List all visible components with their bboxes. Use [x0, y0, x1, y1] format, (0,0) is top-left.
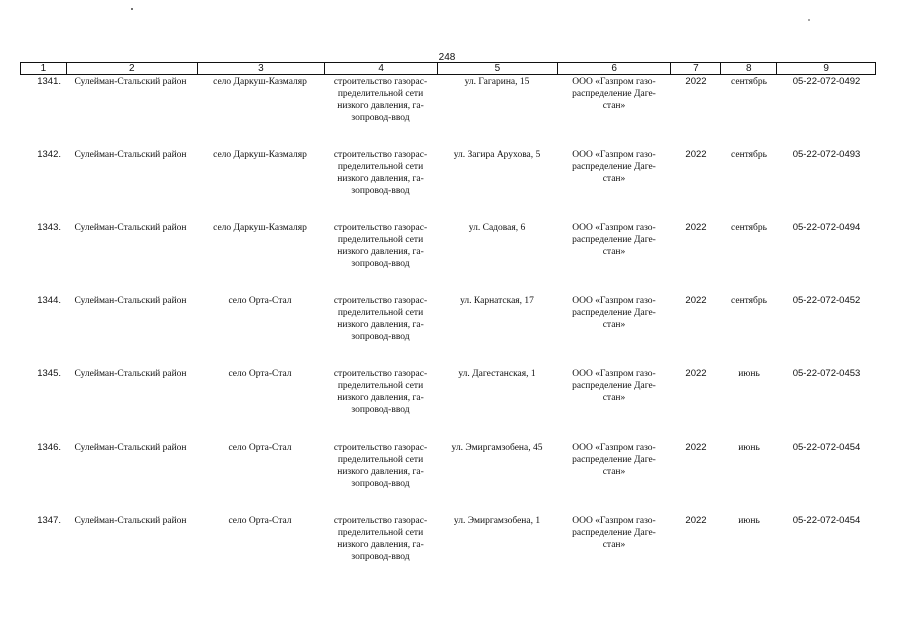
settlement-cell: село Орта-Стал [228, 296, 292, 306]
column-number: 8 [720, 63, 776, 74]
district-cell: Сулейман-Стальский район [74, 369, 187, 379]
year-cell: 2022 [685, 515, 707, 526]
organization-cell: ООО «Газпром газо-распределение Даге-стан» [572, 369, 656, 403]
row-number: 1346. [37, 442, 61, 453]
table-row [20, 222, 876, 270]
month-cell: июнь [738, 516, 760, 526]
settlement-cell: село Орта-Стал [228, 516, 292, 526]
table-row [20, 515, 876, 563]
settlement-cell: село Даркуш-Казмаляр [213, 150, 307, 160]
work-cell: строительство газорас-пределительной сети низкого давления, га-зопровод-ввод [333, 77, 428, 123]
year-cell: 2022 [685, 442, 707, 453]
column-number: 2 [66, 63, 197, 74]
row-number: 1345. [37, 368, 61, 379]
row-number: 1341. [37, 76, 61, 87]
month-cell: сентябрь [731, 77, 767, 87]
organization-cell: ООО «Газпром газо-распределение Даге-стан» [572, 150, 656, 184]
year-cell: 2022 [685, 222, 707, 233]
settlement-cell: село Орта-Стал [228, 369, 292, 379]
column-number: 5 [437, 63, 557, 74]
code-cell: 05-22-072-0454 [792, 515, 861, 526]
address-cell: ул. Гагарина, 15 [464, 77, 530, 87]
code-cell: 05-22-072-0492 [792, 76, 861, 87]
table-row [20, 295, 876, 343]
table-row [20, 149, 876, 197]
column-number: 6 [557, 63, 671, 74]
month-cell: сентябрь [731, 296, 767, 306]
organization-cell: ООО «Газпром газо-распределение Даге-стан» [572, 296, 656, 330]
column-number: 1 [40, 63, 47, 74]
row-number: 1344. [37, 295, 61, 306]
settlement-cell: село Даркуш-Казмаляр [213, 223, 307, 233]
work-cell: строительство газорас-пределительной сети низкого давления, га-зопровод-ввод [333, 443, 428, 489]
code-cell: 05-22-072-0493 [792, 149, 861, 160]
work-cell: строительство газорас-пределительной сети низкого давления, га-зопровод-ввод [333, 150, 428, 196]
address-cell: ул. Загира Арухова, 5 [453, 150, 541, 160]
district-cell: Сулейман-Стальский район [74, 77, 187, 87]
work-cell: строительство газорас-пределительной сети низкого давления, га-зопровод-ввод [333, 223, 428, 269]
month-cell: июнь [738, 369, 760, 379]
column-number-header [20, 62, 876, 75]
organization-cell: ООО «Газпром газо-распределение Даге-стан» [572, 223, 656, 257]
organization-cell: ООО «Газпром газо-распределение Даге-стан» [572, 516, 656, 550]
year-cell: 2022 [685, 295, 707, 306]
settlement-cell: село Даркуш-Казмаляр [213, 77, 307, 87]
address-cell: ул. Карнатская, 17 [460, 296, 534, 306]
month-cell: июнь [738, 443, 760, 453]
code-cell: 05-22-072-0494 [792, 222, 861, 233]
code-cell: 05-22-072-0452 [792, 295, 861, 306]
district-cell: Сулейман-Стальский район [74, 516, 187, 526]
month-cell: сентябрь [731, 223, 767, 233]
year-cell: 2022 [685, 368, 707, 379]
code-cell: 05-22-072-0454 [792, 442, 861, 453]
organization-cell: ООО «Газпром газо-распределение Даге-стан» [572, 77, 656, 111]
column-number: 9 [776, 63, 875, 74]
address-cell: ул. Эмиргамзобена, 45 [451, 443, 543, 453]
row-number: 1343. [37, 222, 61, 233]
column-number: 7 [670, 63, 720, 74]
work-cell: строительство газорас-пределительной сети низкого давления, га-зопровод-ввод [333, 369, 428, 415]
code-cell: 05-22-072-0453 [792, 368, 861, 379]
table-row [20, 76, 876, 124]
district-cell: Сулейман-Стальский район [74, 223, 187, 233]
address-cell: ул. Эмиргамзобена, 1 [453, 516, 541, 526]
district-cell: Сулейман-Стальский район [74, 150, 187, 160]
table-row [20, 442, 876, 490]
row-number: 1347. [37, 515, 61, 526]
row-number: 1342. [37, 149, 61, 160]
table-row [20, 368, 876, 416]
scan-speck [808, 19, 810, 21]
work-cell: строительство газорас-пределительной сети низкого давления, га-зопровод-ввод [333, 296, 428, 342]
column-number: 3 [197, 63, 325, 74]
page-number: 248 [438, 52, 456, 63]
address-cell: ул. Дагестанская, 1 [458, 369, 536, 379]
column-number: 4 [324, 63, 437, 74]
work-cell: строительство газорас-пределительной сети низкого давления, га-зопровод-ввод [333, 516, 428, 562]
year-cell: 2022 [685, 149, 707, 160]
scan-speck [131, 8, 133, 10]
organization-cell: ООО «Газпром газо-распределение Даге-стан» [572, 443, 656, 477]
address-cell: ул. Садовая, 6 [468, 223, 526, 233]
settlement-cell: село Орта-Стал [228, 443, 292, 453]
district-cell: Сулейман-Стальский район [74, 296, 187, 306]
year-cell: 2022 [685, 76, 707, 87]
month-cell: сентябрь [731, 150, 767, 160]
district-cell: Сулейман-Стальский район [74, 443, 187, 453]
